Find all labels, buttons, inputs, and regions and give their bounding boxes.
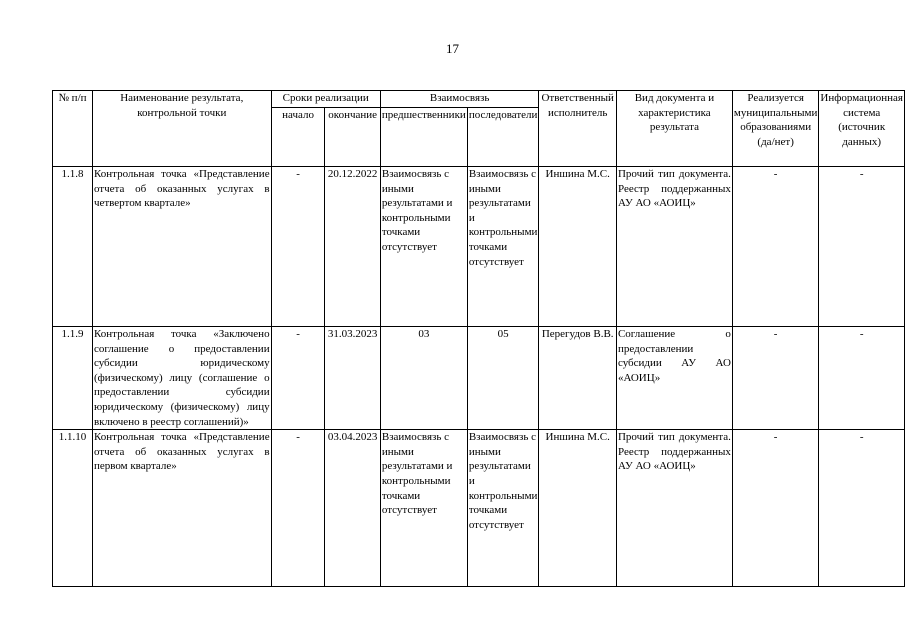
row-municipal: - [732,167,819,327]
row-info: - [819,327,905,430]
row-predecessors: 03 [380,327,467,430]
header-name: Наименование результата, контрольной точки [92,91,271,167]
row-responsible: Перегудов В.В. [539,327,617,430]
row-responsible: Иншина М.С. [539,430,617,587]
row-successors: Взаимосвязь с иными результатами и контрольными точками отсутствует [467,167,539,327]
table-row [53,327,905,430]
row-end: 03.04.2023 [325,430,380,587]
row-successors: 05 [467,327,539,430]
row-predecessors: Взаимосвязь с иными результатами и контрольными точками отсутствует [380,167,467,327]
plan-table [52,90,905,587]
header-predecessors: предшественники [380,108,467,167]
header-info: Информационная система (источник данных) [819,91,905,167]
row-municipal: - [732,430,819,587]
row-num: 1.1.10 [53,430,93,587]
header-num: № п/п [53,91,93,167]
row-start: - [271,167,325,327]
row-end: 31.03.2023 [325,327,380,430]
row-num: 1.1.9 [53,327,93,430]
header-doc: Вид документа и характеристика результата [616,91,732,167]
row-doc: Прочий тип документа. Реестр поддержанных АУ АО «АОИЦ» [616,430,732,587]
header-start: начало [271,108,325,167]
row-info: - [819,167,905,327]
row-municipal: - [732,327,819,430]
row-successors: Взаимосвязь с иными результатами и контрольными точками отсутствует [467,430,539,587]
row-name: Контрольная точка «Представление отчета об оказанных услугах в четвертом квартале» [92,167,271,327]
row-num: 1.1.8 [53,167,93,327]
row-info: - [819,430,905,587]
row-name: Контрольная точка «Представление отчета об оказанных услугах в первом квартале» [92,430,271,587]
row-start: - [271,327,325,430]
header-municipal: Реализуется муниципальными образованиями (да/нет) [732,91,819,167]
row-predecessors: Взаимосвязь с иными результатами и контрольными точками отсутствует [380,430,467,587]
row-responsible: Иншина М.С. [539,167,617,327]
header-relation: Взаимосвязь [380,91,539,108]
row-name: Контрольная точка «Заключено соглашение о предоставлении субсидии юридическому (физическому) лицу (соглашение о предоставлении субсидии юридическому (физическому) лицу включено в реестр соглашений)» [92,327,271,430]
row-end: 20.12.2022 [325,167,380,327]
header-successors: последователи [467,108,539,167]
row-doc: Прочий тип документа. Реестр поддержанных АУ АО «АОИЦ» [616,167,732,327]
page-number: 17 [446,41,459,56]
header-terms: Сроки реализации [271,91,380,108]
header-responsible: Ответственный исполнитель [539,91,617,167]
table-row [53,430,905,587]
table-row [53,167,905,327]
row-doc: Соглашение о предоставлении субсидии АУ АО «АОИЦ» [616,327,732,430]
header-end: окончание [325,108,380,167]
row-start: - [271,430,325,587]
